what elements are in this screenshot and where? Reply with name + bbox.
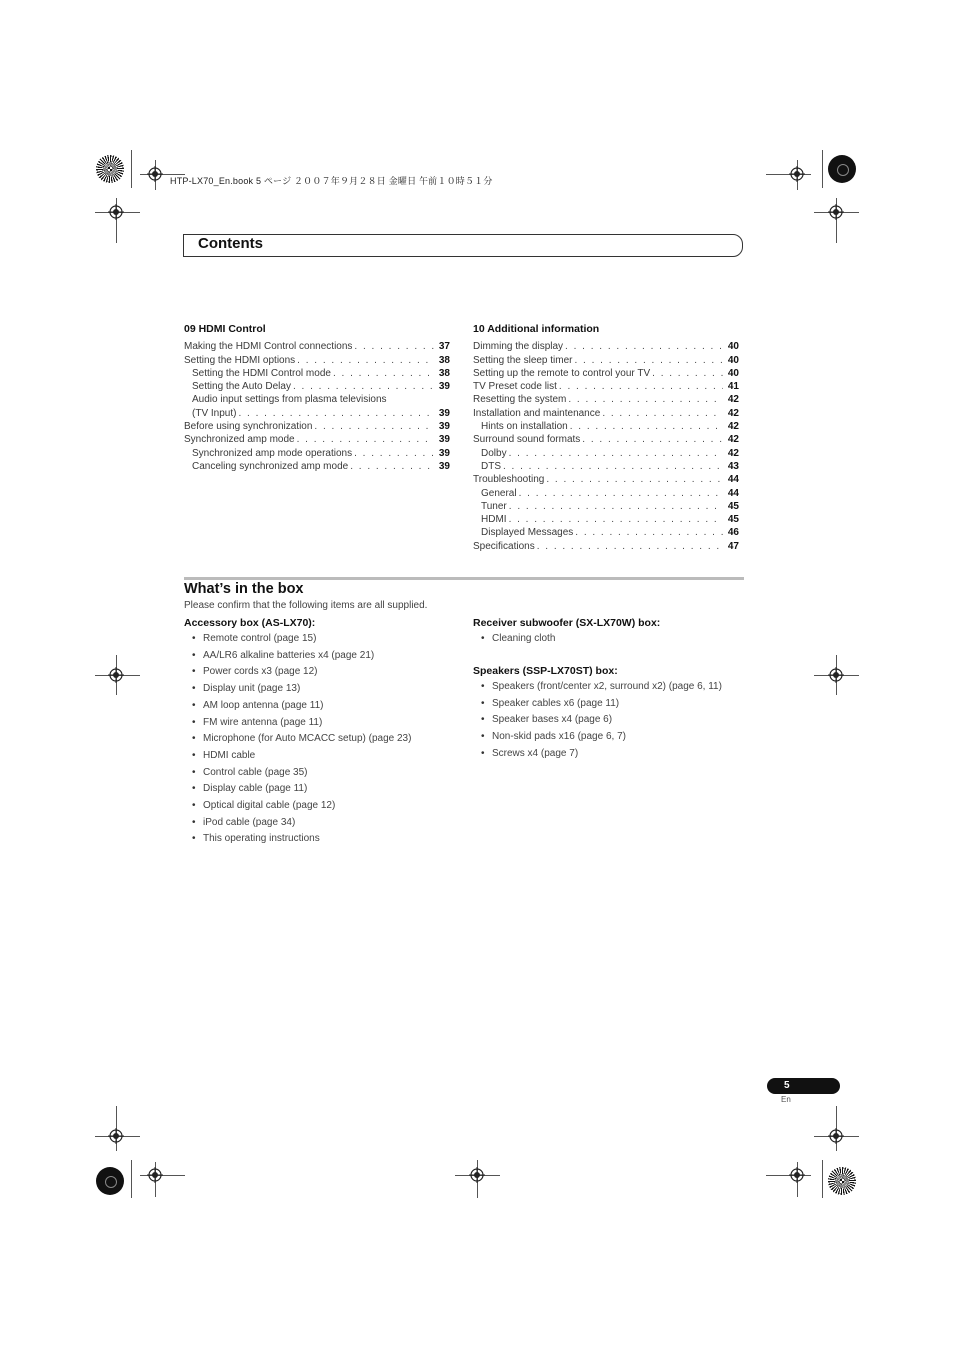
crop-line — [131, 1160, 132, 1198]
toc-entry[interactable] — [473, 354, 739, 367]
toc-leader-dots — [582, 433, 723, 446]
list-item: • HDMI cable — [184, 748, 411, 765]
toc-leader-dots — [575, 354, 724, 367]
toc-entry-label: Installation and maintenance — [473, 407, 601, 419]
toc-entry[interactable] — [473, 340, 739, 353]
toc-leader-dots — [509, 500, 723, 513]
book-info-line: HTP-LX70_En.book 5 ページ ２００７年９月２８日 金曜日 午前１０時５１分 — [170, 176, 493, 186]
toc-entry[interactable] — [473, 420, 739, 433]
list-item: • Microphone (for Auto MCACC setup) (page 23) — [184, 731, 411, 748]
toc-entry-label: Audio input settings from plasma televisions — [192, 394, 387, 406]
toc-rows — [473, 340, 739, 553]
registration-crosshair-icon — [147, 166, 163, 182]
registration-sunburst-icon — [828, 155, 856, 183]
toc-entry[interactable] — [473, 513, 739, 526]
section-title: What’s in the box — [184, 581, 304, 597]
list-heading: Receiver subwoofer (SX-LX70W) box: — [473, 617, 661, 629]
page-language: En — [781, 1095, 791, 1104]
list-item: • This operating instructions — [184, 831, 411, 848]
section-divider — [184, 577, 744, 580]
toc-entry[interactable] — [184, 354, 450, 367]
toc-entry-page: 38 — [438, 367, 450, 379]
subwoofer-box-list — [473, 617, 660, 648]
toc-entry[interactable] — [473, 473, 739, 486]
toc-leader-dots — [333, 367, 434, 380]
toc-leader-dots — [293, 380, 434, 393]
toc-entry[interactable] — [184, 420, 450, 433]
toc-leader-dots — [509, 513, 723, 526]
registration-sunburst-icon — [96, 1167, 124, 1195]
registration-sunburst-icon — [96, 155, 124, 183]
registration-crosshair-icon — [789, 166, 805, 182]
list-item: • Display cable (page 11) — [184, 781, 411, 798]
toc-leader-dots — [297, 433, 434, 446]
toc-entry[interactable] — [473, 367, 739, 380]
toc-entry[interactable] — [184, 380, 450, 393]
contents-header-bar — [183, 234, 743, 257]
toc-leader-dots — [297, 354, 434, 367]
list-item: • Display unit (page 13) — [184, 681, 411, 698]
toc-entry-label: Setting the Auto Delay — [192, 381, 291, 393]
toc-entry-label: General — [481, 487, 517, 499]
registration-sunburst-icon — [828, 1167, 856, 1195]
toc-entry[interactable] — [473, 433, 739, 446]
speakers-box-list — [473, 665, 722, 763]
toc-entry-page: 39 — [438, 421, 450, 433]
toc-entry[interactable] — [473, 447, 739, 460]
toc-entry-page: 40 — [727, 367, 739, 379]
toc-entry-label: Setting the HDMI Control mode — [192, 367, 331, 379]
toc-leader-dots — [546, 473, 723, 486]
toc-leader-dots — [509, 447, 723, 460]
list-heading: Accessory box (AS-LX70): — [184, 617, 316, 629]
toc-entry-label: Dolby — [481, 447, 507, 459]
crop-line — [822, 1160, 823, 1198]
bullet-list — [473, 679, 722, 763]
toc-entry-page: 44 — [727, 487, 739, 499]
toc-entry-page: 42 — [727, 394, 739, 406]
page-title: Contents — [198, 235, 263, 252]
toc-column-left — [184, 323, 450, 473]
bullet-list — [473, 631, 660, 648]
toc-leader-dots — [537, 540, 723, 553]
toc-entry-page: 39 — [438, 460, 450, 472]
registration-crosshair-icon — [828, 204, 844, 220]
list-item: • Cleaning cloth — [473, 631, 660, 648]
toc-leader-dots — [519, 487, 723, 500]
list-item: • Speaker cables x6 (page 11) — [473, 696, 722, 713]
toc-entry-label: Hints on installation — [481, 421, 568, 433]
toc-leader-dots — [238, 407, 434, 420]
crop-line — [131, 150, 132, 188]
toc-entry-label: DTS — [481, 460, 501, 472]
toc-entry[interactable] — [473, 460, 739, 473]
toc-entry-label: Synchronized amp mode operations — [192, 447, 353, 459]
toc-entry[interactable] — [184, 447, 450, 460]
toc-column-right — [473, 323, 739, 553]
registration-crosshair-icon — [469, 1167, 485, 1183]
toc-entry-page: 39 — [438, 407, 450, 419]
toc-entry[interactable] — [473, 407, 739, 420]
registration-crosshair-icon — [828, 667, 844, 683]
list-item: • Optical digital cable (page 12) — [184, 798, 411, 815]
toc-entry[interactable] — [184, 340, 450, 353]
toc-entry-page: 40 — [727, 354, 739, 366]
registration-crosshair-icon — [828, 1128, 844, 1144]
toc-section-heading: 10 Additional information — [473, 323, 600, 335]
toc-leader-dots — [354, 340, 434, 353]
toc-entry[interactable] — [184, 407, 450, 420]
toc-entry-page: 45 — [727, 500, 739, 512]
toc-entry-label: (TV Input) — [192, 407, 237, 419]
toc-entry-label: Synchronized amp mode — [184, 434, 295, 446]
page-number: 5 — [784, 1080, 790, 1091]
toc-section-heading: 09 HDMI Control — [184, 323, 266, 335]
toc-entry-page: 42 — [727, 434, 739, 446]
registration-crosshair-icon — [147, 1167, 163, 1183]
toc-leader-dots — [559, 380, 723, 393]
toc-entry-label: Specifications — [473, 540, 535, 552]
toc-entry[interactable] — [473, 380, 739, 393]
toc-entry-label: TV Preset code list — [473, 381, 557, 393]
registration-crosshair-icon — [108, 204, 124, 220]
toc-entry[interactable] — [184, 393, 450, 406]
toc-entry-page: 44 — [727, 474, 739, 486]
toc-entry[interactable] — [473, 487, 739, 500]
toc-entry[interactable] — [184, 460, 450, 473]
toc-entry-label: Displayed Messages — [481, 527, 574, 539]
toc-entry-label: Setting up the remote to control your TV — [473, 367, 651, 379]
toc-entry-page: 39 — [438, 381, 450, 393]
list-item: • Non-skid pads x16 (page 6, 7) — [473, 729, 722, 746]
accessory-box-list — [184, 617, 411, 848]
toc-entry-page: 37 — [438, 341, 450, 353]
list-item: • Control cable (page 35) — [184, 765, 411, 782]
toc-entry-page: 42 — [727, 447, 739, 459]
toc-entry-label: Making the HDMI Control connections — [184, 341, 353, 353]
toc-entry-page: 43 — [727, 460, 739, 472]
toc-entry[interactable] — [473, 540, 739, 553]
list-item: • Speaker bases x4 (page 6) — [473, 712, 722, 729]
list-item: • Speakers (front/center x2, surround x2) (page 6, 11) — [473, 679, 722, 696]
toc-entry[interactable] — [184, 367, 450, 380]
list-heading: Speakers (SSP-LX70ST) box: — [473, 665, 618, 677]
registration-crosshair-icon — [789, 1167, 805, 1183]
toc-leader-dots — [568, 393, 723, 406]
list-item: • AM loop antenna (page 11) — [184, 698, 411, 715]
toc-entry-page: 38 — [438, 354, 450, 366]
toc-entry-page: 47 — [727, 540, 739, 552]
toc-entry-page: 39 — [438, 447, 450, 459]
toc-entry-page: 39 — [438, 434, 450, 446]
toc-entry-page: 42 — [727, 421, 739, 433]
toc-entry-label: Surround sound formats — [473, 434, 581, 446]
registration-crosshair-icon — [108, 1128, 124, 1144]
toc-entry-label: HDMI — [481, 514, 507, 526]
toc-leader-dots — [314, 420, 434, 433]
toc-rows — [184, 340, 450, 473]
toc-entry-page: 45 — [727, 514, 739, 526]
toc-entry-label: Troubleshooting — [473, 474, 545, 486]
section-intro: Please confirm that the following items are all supplied. — [184, 600, 428, 611]
crop-line — [822, 150, 823, 188]
toc-entry-label: Before using synchronization — [184, 421, 313, 433]
toc-entry-label: Resetting the system — [473, 394, 567, 406]
toc-entry-label: Dimming the display — [473, 341, 564, 353]
toc-leader-dots — [575, 526, 723, 539]
toc-leader-dots — [652, 367, 723, 380]
registration-crosshair-icon — [108, 667, 124, 683]
list-item: • AA/LR6 alkaline batteries x4 (page 21) — [184, 648, 411, 665]
toc-leader-dots — [570, 420, 723, 433]
bullet-list — [184, 631, 411, 848]
toc-entry[interactable] — [473, 526, 739, 539]
toc-entry-page: 41 — [727, 381, 739, 393]
list-item: • FM wire antenna (page 11) — [184, 715, 411, 732]
toc-entry[interactable] — [473, 500, 739, 513]
page-number-badge — [767, 1078, 840, 1094]
toc-entry-label: Setting the sleep timer — [473, 354, 573, 366]
list-item: • Remote control (page 15) — [184, 631, 411, 648]
list-item: • Power cords x3 (page 12) — [184, 664, 411, 681]
toc-leader-dots — [565, 340, 723, 353]
toc-leader-dots — [602, 407, 723, 420]
toc-entry-label: Setting the HDMI options — [184, 354, 296, 366]
list-item: • Screws x4 (page 7) — [473, 746, 722, 763]
toc-entry-page: 40 — [727, 341, 739, 353]
toc-entry-label: Tuner — [481, 500, 507, 512]
toc-entry-page: 42 — [727, 407, 739, 419]
list-item: • iPod cable (page 34) — [184, 815, 411, 832]
toc-leader-dots — [354, 447, 434, 460]
toc-entry-page: 46 — [727, 527, 739, 539]
toc-entry[interactable] — [184, 433, 450, 446]
toc-leader-dots — [503, 460, 723, 473]
toc-leader-dots — [350, 460, 434, 473]
toc-entry[interactable] — [473, 393, 739, 406]
toc-entry-label: Canceling synchronized amp mode — [192, 460, 349, 472]
